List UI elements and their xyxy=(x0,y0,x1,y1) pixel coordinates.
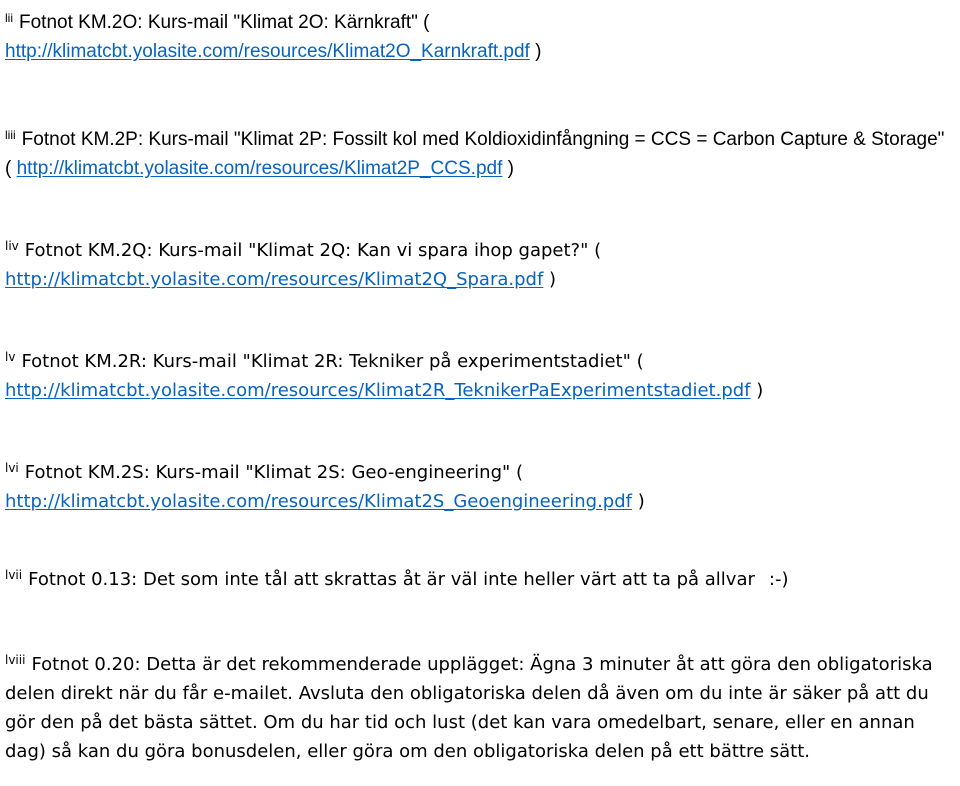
footnote-link[interactable]: http://klimatcbt.yolasite.com/resources/Klimat2O_Karnkraft.pdf xyxy=(5,41,530,62)
footnote-marker: lv xyxy=(5,350,16,364)
footnote-close: ) xyxy=(637,491,645,512)
footnote-link[interactable]: http://klimatcbt.yolasite.com/resources/Klimat2Q_Spara.pdf xyxy=(5,269,544,290)
footnote-marker: lviii xyxy=(5,653,26,667)
footnote-lvi xyxy=(5,458,955,516)
footnote-liv xyxy=(5,236,955,294)
footnote-text: Fotnot KM.2P: Kurs-mail "Klimat 2P: Fossilt kol med Koldioxidinfångning = CCS = Carbon Capture & Storage" ( xyxy=(5,129,945,179)
footnote-lii xyxy=(5,8,955,66)
footnote-link[interactable]: http://klimatcbt.yolasite.com/resources/Klimat2R_TeknikerPaExperimentstadiet.pdf xyxy=(5,380,751,401)
footnote-close: ) xyxy=(507,158,514,179)
footnote-close: ) xyxy=(756,380,764,401)
footnote-link[interactable]: http://klimatcbt.yolasite.com/resources/Klimat2P_CCS.pdf xyxy=(16,158,503,179)
footnote-marker: lvii xyxy=(5,568,23,582)
footnote-text: Fotnot KM.2S: Kurs-mail "Klimat 2S: Geo-engineering" ( xyxy=(24,462,524,483)
footnote-close: ) xyxy=(549,269,557,290)
footnote-close: ) xyxy=(535,41,542,62)
footnote-text: Fotnot KM.2Q: Kurs-mail "Klimat 2Q: Kan vi spara ihop gapet?" ( xyxy=(24,240,602,261)
footnote-lv xyxy=(5,347,955,405)
footnote-marker: liv xyxy=(5,239,19,253)
footnote-text: Fotnot 0.13: Det som inte tål att skrattas åt är väl inte heller värt att ta på allvar xyxy=(28,569,755,590)
footnote-text: Fotnot KM.2O: Kurs-mail "Klimat 2O: Kärnkraft" ( xyxy=(19,12,430,33)
footnote-marker: liii xyxy=(5,128,16,142)
footnote-lvii xyxy=(5,565,955,594)
smiley-text: :-) xyxy=(768,569,789,590)
footnote-text: Fotnot KM.2R: Kurs-mail "Klimat 2R: Tekniker på experimentstadiet" ( xyxy=(21,351,644,372)
footnote-lviii xyxy=(5,650,955,766)
footnote-marker: lii xyxy=(5,11,13,25)
footnote-text: Fotnot 0.20: Detta är det rekommenderade upplägget: Ägna 3 minuter åt att göra den obligatoriska delen direkt när du får e-mailet. Avsluta den obligatoriska delen då även om du inte är säker på att du gör den på det bästa sättet. Om du har tid och lust (det kan vara omedelbart, senare, eller en annan dag) så kan du göra bonusdelen, eller göra om den obligatoriska delen på ett bättre sätt. xyxy=(5,654,933,762)
footnote-link[interactable]: http://klimatcbt.yolasite.com/resources/Klimat2S_Geoengineering.pdf xyxy=(5,491,632,512)
footnote-liii xyxy=(5,125,955,183)
footnote-marker: lvi xyxy=(5,461,19,475)
